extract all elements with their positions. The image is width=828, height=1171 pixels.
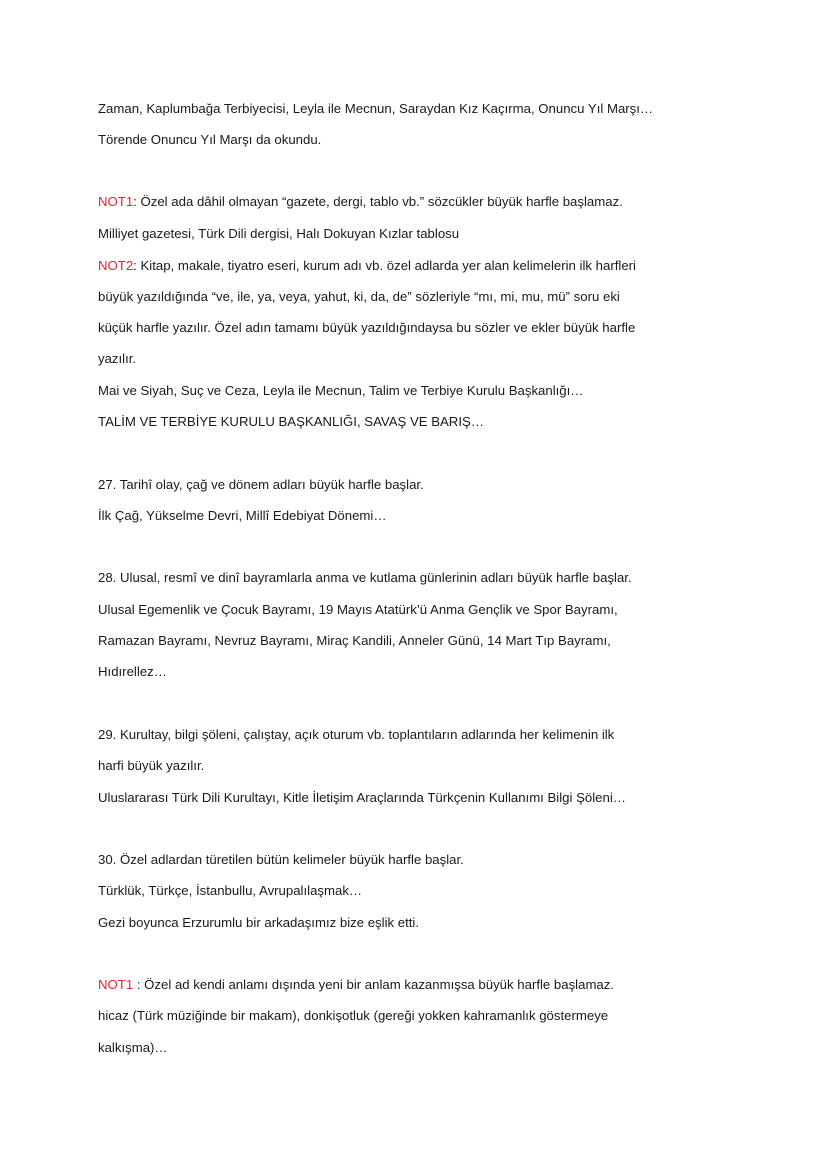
note-paragraph xyxy=(98,193,623,211)
example-line: Ramazan Bayramı, Nevruz Bayramı, Miraç Kandili, Anneler Günü, 14 Mart Tıp Bayramı, xyxy=(98,633,611,648)
example-line: hicaz (Türk müziğinde bir makam), donkişotluk (gereği yokken kahramanlık göstermeye xyxy=(98,1008,609,1023)
example-line: Türklük, Türkçe, İstanbullu, Avrupalılaşmak… xyxy=(98,883,363,898)
note-label: NOT1 xyxy=(98,194,134,209)
example-sentence: Gezi boyunca Erzurumlu bir arkadaşımız bize eşlik etti. xyxy=(98,915,420,930)
example-line: Milliyet gazetesi, Türk Dili dergisi, Halı Dokuyan Kızlar tablosu xyxy=(98,226,460,241)
example-line: Ulusal Egemenlik ve Çocuk Bayramı, 19 Mayıs Atatürk’ü Anma Gençlik ve Spor Bayramı, xyxy=(98,602,618,617)
note-paragraph xyxy=(98,976,614,994)
rule-heading: 30. Özel adlardan türetilen bütün kelimeler büyük harfle başlar. xyxy=(98,852,464,867)
note-label: NOT2 xyxy=(98,258,134,273)
example-line: Zaman, Kaplumbağa Terbiyecisi, Leyla ile Mecnun, Saraydan Kız Kaçırma, Onuncu Yıl Marşı… xyxy=(98,101,654,116)
example-sentence: Törende Onuncu Yıl Marşı da okundu. xyxy=(98,132,322,147)
example-line: Mai ve Siyah, Suç ve Ceza, Leyla ile Mecnun, Talim ve Terbiye Kurulu Başkanlığı… xyxy=(98,383,584,398)
note-text: : Özel ada dâhil olmayan “gazete, dergi, tablo vb.” sözcükler büyük harfle başlamaz. xyxy=(133,194,623,209)
example-line: Hıdırellez… xyxy=(98,664,167,679)
rule-heading: 28. Ulusal, resmî ve dinî bayramlarla anma ve kutlama günlerinin adları büyük harfle başlar. xyxy=(98,570,632,585)
example-line: İlk Çağ, Yükselme Devri, Millî Edebiyat Dönemi… xyxy=(98,508,387,523)
text-line: küçük harfle yazılır. Özel adın tamamı büyük yazıldığındaysa bu sözler ve ekler büyük harfle xyxy=(98,320,636,335)
text-line: harfi büyük yazılır. xyxy=(98,758,205,773)
note-text: : Özel ad kendi anlamı dışında yeni bir anlam kazanmışsa büyük harfle başlamaz. xyxy=(133,977,615,992)
text-line: büyük yazıldığında “ve, ile, ya, veya, yahut, ki, da, de” sözleriyle “mı, mi, mu, mü” soru eki xyxy=(98,289,620,304)
text-line: yazılır. xyxy=(98,351,137,366)
example-line: TALİM VE TERBİYE KURULU BAŞKANLIĞI, SAVAŞ VE BARIŞ… xyxy=(98,414,484,429)
rule-heading: 27. Tarihî olay, çağ ve dönem adları büyük harfle başlar. xyxy=(98,477,424,492)
rule-heading: 29. Kurultay, bilgi şöleni, çalıştay, açık oturum vb. toplantıların adlarında her kelimenin ilk xyxy=(98,727,615,742)
note-paragraph xyxy=(98,257,636,275)
example-line: Uluslararası Türk Dili Kurultayı, Kitle İletişim Araçlarında Türkçenin Kullanımı Bilgi Şöleni… xyxy=(98,790,626,805)
note-text: : Kitap, makale, tiyatro eseri, kurum adı vb. özel adlarda yer alan kelimelerin ilk harfleri xyxy=(133,258,636,273)
example-line: kalkışma)… xyxy=(98,1040,168,1055)
note-label: NOT1 xyxy=(98,977,134,992)
